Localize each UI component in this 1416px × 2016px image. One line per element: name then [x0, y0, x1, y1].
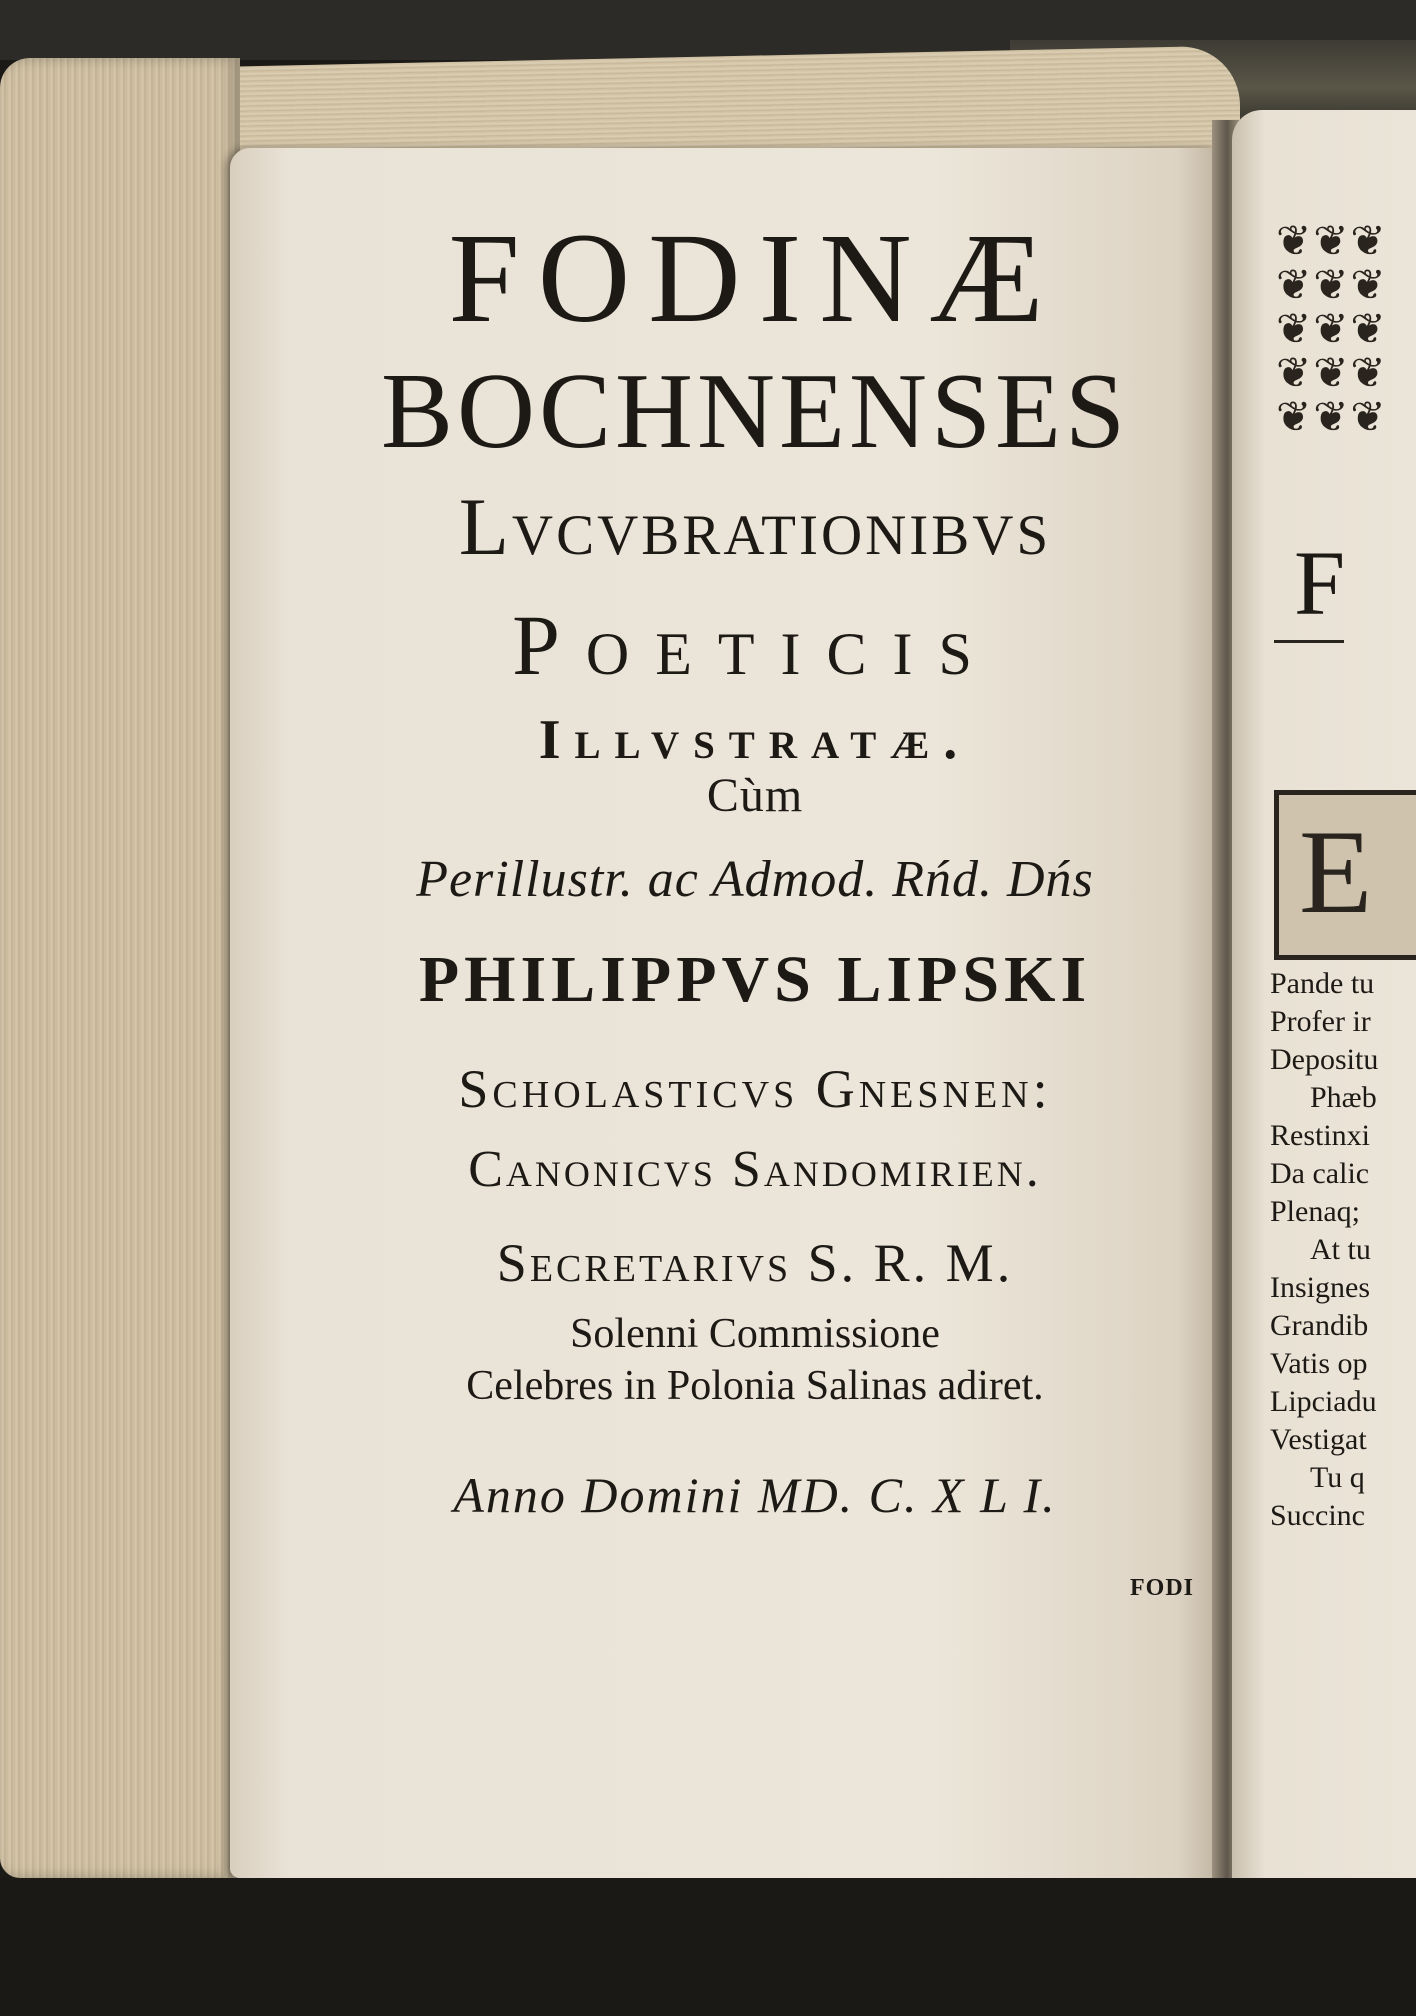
right-line: Profer ir [1270, 1005, 1371, 1038]
right-line: Grandib [1270, 1309, 1369, 1342]
title-line-1: FODINÆ [448, 207, 1062, 349]
cum-line: Cùm [706, 769, 804, 822]
right-line: Depositu [1270, 1043, 1379, 1076]
right-line: Tu q [1310, 1461, 1365, 1494]
office-line-3: Secretarivs S. R. M. [496, 1233, 1014, 1293]
catchword: FODI [1130, 1575, 1194, 1601]
right-line: Restinxi [1270, 1119, 1371, 1152]
ornament-border-icon: ❦❦❦ ❦❦❦ ❦❦❦ ❦❦❦ ❦❦❦ [1276, 219, 1388, 441]
right-line: At tu [1310, 1233, 1371, 1266]
right-line: Da calic [1270, 1157, 1370, 1190]
right-line: Succinc [1270, 1499, 1365, 1532]
right-line: Phæb [1310, 1081, 1377, 1114]
right-page-text [1270, 965, 1378, 1535]
right-page [1232, 110, 1416, 1880]
right-line: Plenaq; [1270, 1195, 1360, 1228]
title-line-3: Lvcvbrationibvs [458, 481, 1052, 572]
date-line: Anno Domini MD. C. X L I. [453, 1467, 1057, 1523]
office-line-2: Canonicvs Sandomirien. [468, 1141, 1042, 1198]
right-line: Pande tu [1270, 967, 1375, 1000]
background-bottom [0, 1878, 1416, 2016]
commission-line: Solenni Commissione [570, 1311, 940, 1357]
right-line: Vestigat [1270, 1423, 1367, 1456]
salinas-line: Celebres in Polonia Salinas adiret. [466, 1363, 1044, 1409]
dropcap-letter: E [1299, 805, 1373, 938]
book-fore-edge [0, 58, 240, 1878]
initial-rule [1274, 640, 1344, 643]
right-line: Insignes [1270, 1271, 1370, 1304]
right-page-initial: F [1294, 532, 1346, 634]
decorated-dropcap [1274, 790, 1416, 960]
honorific-line: Perillustr. ac Admod. Rńd. Dńs [416, 851, 1094, 908]
right-line: Lipciadu [1270, 1385, 1377, 1418]
title-line-4: Poeticis [512, 597, 998, 693]
title-line-5: Illvstratæ. [538, 709, 972, 771]
title-line-2: BOCHNENSES [380, 352, 1130, 471]
person-name: PHILIPPVS LIPSKI [418, 943, 1092, 1016]
right-line: Vatis op [1270, 1347, 1368, 1380]
office-line-1: Scholasticvs Gnesnen: [458, 1059, 1052, 1119]
